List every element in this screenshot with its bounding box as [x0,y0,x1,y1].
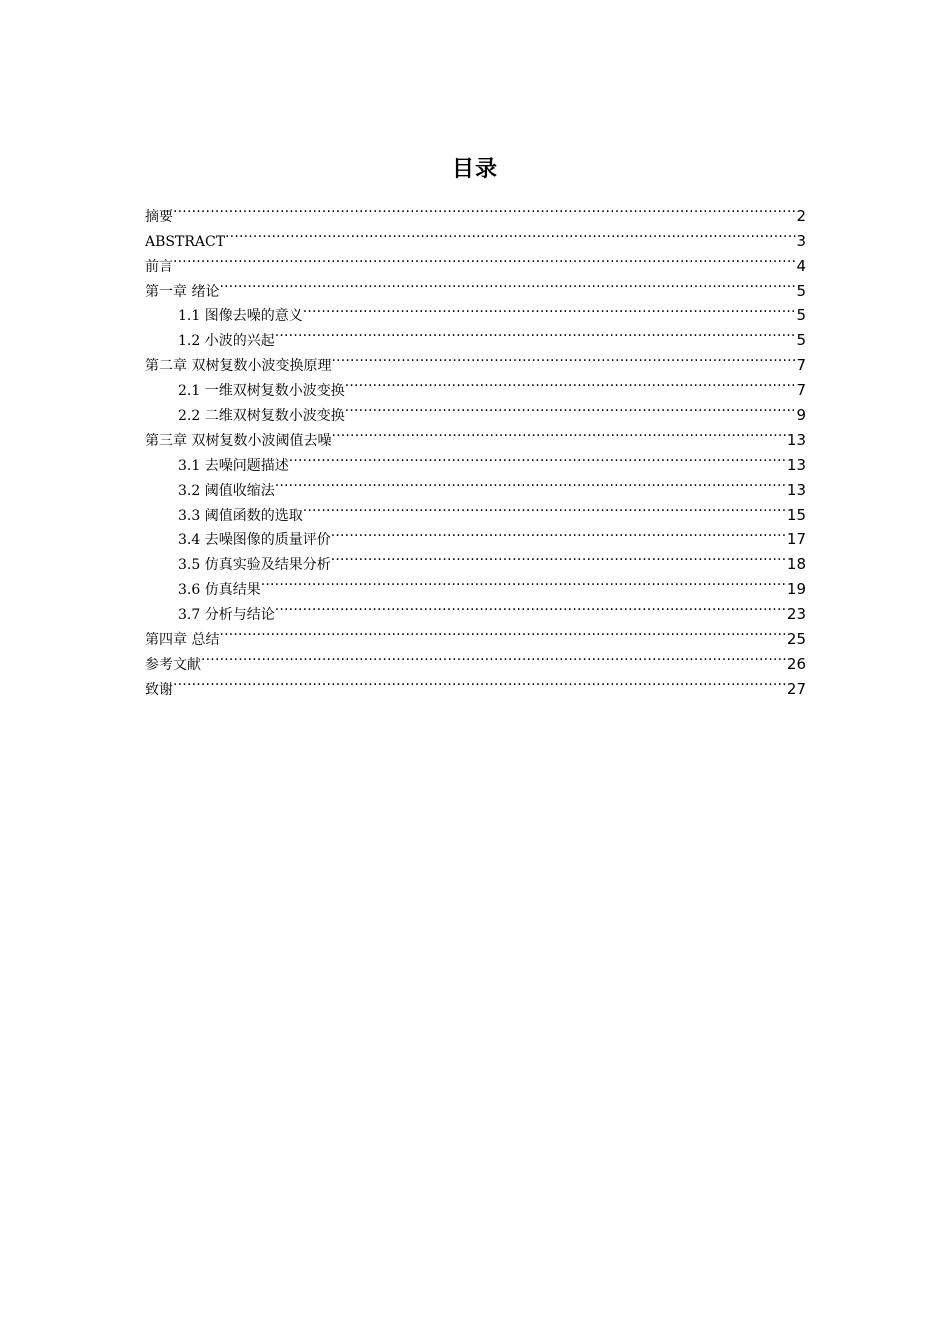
toc-entry-page-number: 9 [796,406,806,425]
toc-entry-page-number: 5 [796,281,806,300]
toc-dot-leader [275,594,787,619]
toc-dot-leader [261,569,787,594]
toc-entry-page-number: 13 [786,430,806,449]
toc-title: 目录 [451,157,498,182]
toc-dot-leader [289,445,787,470]
toc-entry-label: 前言 [145,258,173,275]
toc-dot-leader [219,619,786,644]
toc-dot-leader [345,395,797,420]
toc-dot-leader [303,296,797,321]
toc-dot-leader [331,345,796,370]
toc-entry[interactable] [145,619,806,649]
toc-entry[interactable] [145,644,806,673]
toc-dot-leader [201,644,787,669]
toc-entry-page-number: 19 [786,580,806,599]
toc-entry-page-number: 23 [786,605,806,624]
toc-entry[interactable] [145,271,806,300]
toc-entry-label: 3.2 阈值收缩法 [178,482,275,499]
toc-entry-label: 2.2 二维双树复数小波变换 [178,408,345,425]
toc-entry-page-number: 3 [796,231,806,250]
toc-entry-page-number: 17 [786,530,806,549]
toc-dot-leader [219,271,796,296]
toc-entry-label: 2.1 一维双树复数小波变换 [178,383,345,400]
toc-entry-page-number: 5 [796,331,806,350]
toc-entry-page-number: 15 [786,505,806,524]
toc-entry-label: 第二章 双树复数小波变换原理 [145,358,332,375]
toc-entry-label: 第四章 总结 [145,632,220,649]
toc-entry-page-number: 4 [796,256,806,275]
toc-entry-label: 3.3 阈值函数的选取 [178,507,303,524]
toc-entry-page-number: 5 [796,306,806,325]
toc-entry-label: 1.2 小波的兴起 [178,333,275,350]
table-of-contents [145,196,806,698]
toc-dot-leader [173,669,787,694]
toc-entry[interactable] [145,246,806,275]
toc-dot-leader [173,246,796,271]
toc-entry-page-number: 26 [786,654,806,673]
toc-entry-label: 3.1 去噪问题描述 [178,457,289,474]
toc-entry-page-number: 7 [796,381,806,400]
toc-entry[interactable] [145,221,806,250]
toc-entry-label: 3.6 仿真结果 [178,582,261,599]
toc-entry-label: 第一章 绪论 [145,283,220,300]
toc-dot-leader [275,320,797,345]
toc-entry-page-number: 27 [786,679,806,698]
toc-entry-page-number: 18 [786,555,806,574]
toc-entry-label: 3.7 分析与结论 [178,607,275,624]
toc-entry[interactable] [145,669,806,698]
toc-entry-label: ABSTRACT [145,233,226,250]
toc-dot-leader [331,420,786,445]
toc-entry-page-number: 13 [786,480,806,499]
toc-entry-page-number: 25 [786,630,806,649]
toc-entry[interactable] [145,296,806,325]
toc-dot-leader [331,520,787,545]
toc-entry-label: 1.1 图像去噪的意义 [178,308,303,325]
toc-entry-page-number: 2 [796,206,806,225]
toc-dot-leader [331,544,787,569]
toc-entry-label: 3.5 仿真实验及结果分析 [178,557,331,574]
toc-entry-label: 第三章 双树复数小波阈值去噪 [145,432,332,449]
toc-dot-leader [225,221,796,246]
toc-entry-label: 致谢 [145,681,173,698]
toc-dot-leader [173,196,796,221]
toc-entry[interactable] [145,196,806,225]
toc-entry-page-number: 7 [796,356,806,375]
toc-dot-leader [303,495,787,520]
toc-dot-leader [275,470,787,495]
toc-dot-leader [345,370,797,395]
toc-entry-page-number: 13 [786,455,806,474]
toc-entry-label: 摘要 [145,208,173,225]
toc-entry-label: 参考文献 [145,656,201,673]
toc-entry-label: 3.4 去噪图像的质量评价 [178,532,331,549]
